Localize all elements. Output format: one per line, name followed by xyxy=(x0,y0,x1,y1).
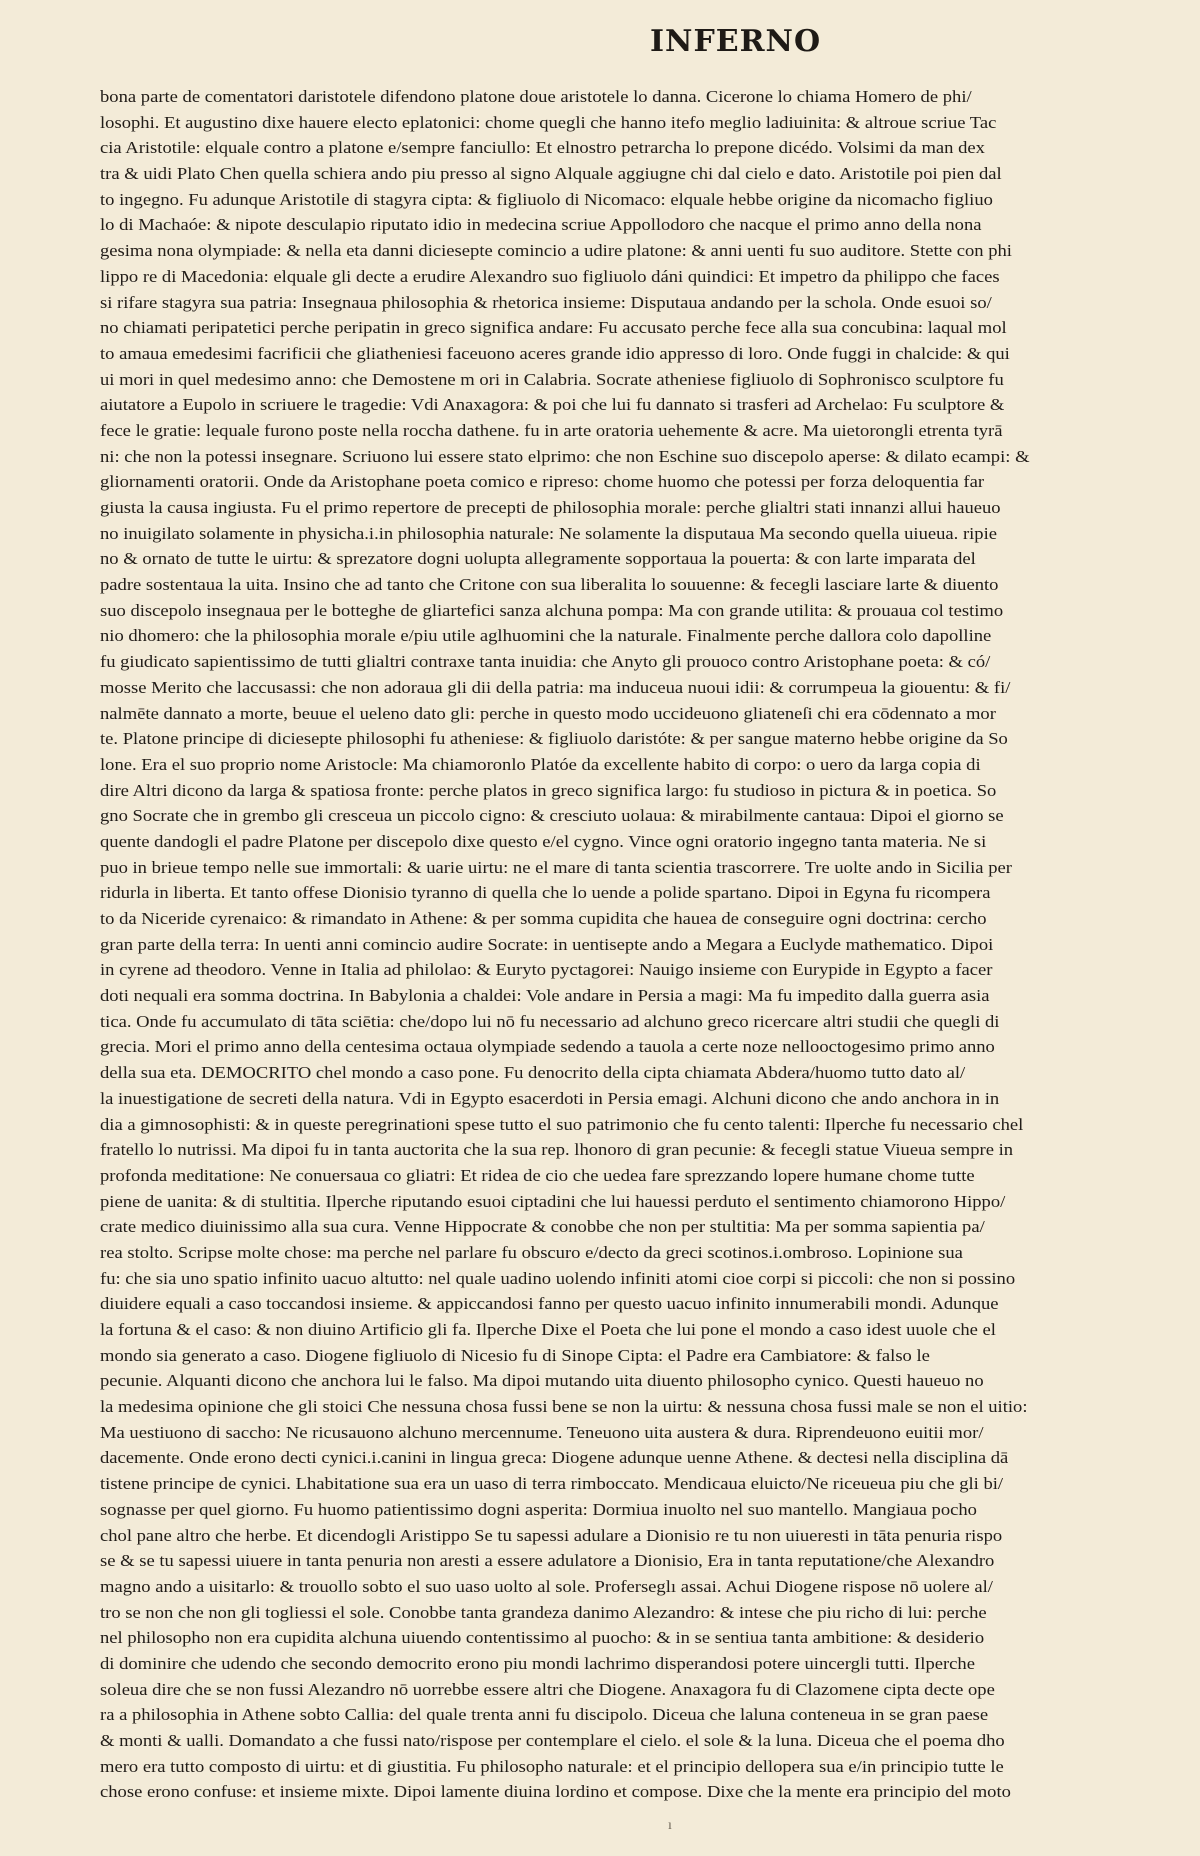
text-line: mero era tutto composto di uirtu: et di giustitia. Fu philosopho naturale: et el principio dellopera sua e/in principio tutte le xyxy=(100,1756,1004,1776)
text-line: nalmēte dannato a morte, beuue el ueleno dato gli: perche in questo modo uccideuono gliateneſi chi era cōdennato a mor xyxy=(100,703,996,723)
text-line: fu: che sia uno spatio infinito uacuo altutto: nel quale uadino uolendo infiniti atomi cioe corpi si piccoli: che non si possino xyxy=(100,1268,1016,1288)
text-line: gesima nona olympiade: & nella eta danni diciesepte comincio a udire platone: & anni uenti fu suo auditore. Stette con phi xyxy=(100,241,1012,261)
text-line: losophi. Et augustino dixe hauere electo eplatonici: chome quegli che hanno itefo meglio ladiuinita: & altroue scriue Tac xyxy=(100,112,997,132)
text-line: della sua eta. DEMOCRITO chel mondo a caso pone. Fu denocrito della cipta chiamata Abdera/huomo tutto dato al/ xyxy=(100,1063,966,1083)
text-line: to amaua emedesimi facrificii che gliatheniesi faceuono aceres grande idio appresso di loro. Onde fuggi in chalcide: & qui xyxy=(100,343,1010,363)
text-line: soleua dire che se non fussi Alezandro nō uorrebbe essere altri che Diogene. Anaxagora fu di Clazomene cipta decte ope xyxy=(100,1679,995,1699)
text-line: cia Aristotile: elquale contro a platone e/sempre fanciullo: Et elnostro petrarcha lo prepone dicédo. Volsimi da man dex xyxy=(100,138,985,158)
text-line: crate medico diuinissimo alla sua cura. Venne Hippocrate & conobbe che non per stultitia: Ma per somma sapientia pa/ xyxy=(100,1217,985,1237)
page-mark: ı xyxy=(668,1818,672,1833)
text-line: magno ando a uisitarlo: & trouollo sobto el suo uaso uolto al sole. Proferseglı assai. Achui Diogene rispose nō uolere al/ xyxy=(100,1576,993,1596)
text-line: no inuigilato solamente in physicha.i.in philosophia naturale: Ne solamente la disputaua Ma secondo quella uiueua. ripie xyxy=(100,523,998,543)
text-line: to ingegno. Fu adunque Aristotile di stagyra cipta: & figliuolo di Nicomaco: elquale hebbe origine da nicomacho figliuo xyxy=(100,189,993,209)
text-line: fu giudicato sapientissimo de tutti glialtri contraxe tanta inuidia: che Anyto gli prouoco contro Aristophane poeta: & có/ xyxy=(100,652,991,672)
text-line: aiutatore a Eupolo in scriuere le tragedie: Vdi Anaxagora: & poi che lui fu dannato si trasferi ad Archelao: Fu sculptore & xyxy=(100,395,1005,415)
text-line: piene de uanita: & di stultitia. Ilperche riputando esuoi ciptadini che lui hauessi perduto el sentimento chiamorono Hippo/ xyxy=(100,1191,1006,1211)
text-line: la medesima opinione che gli stoici Che nessuna chosa fussi bene se non la uirtu: & nessuna chosa fussi male se non el uitio: xyxy=(100,1397,1028,1417)
text-line: la inuestigatione de secreti della natura. Vdi in Egypto esacerdoti in Persia emagi. Alchuni dicono che ando anchora in in xyxy=(100,1088,1000,1108)
text-line: fratello lo nutrissi. Ma dipoi fu in tanta auctorita che la sua rep. lhonoro di gran pecunie: & fecegli statue Viueua sempre in xyxy=(100,1140,1014,1160)
text-line: profonda meditatione: Ne conuersaua co gliatri: Et ridea de cio che uedea fare sprezzando lopere humane chome tutte xyxy=(100,1165,975,1185)
text-line: fece le gratie: lequale furono poste nella roccha dathene. fu in arte oratoria uehemente & acre. Ma uietorongli etrenta tyrā xyxy=(100,420,1003,440)
text-line: se & se tu sapessi uiuere in tanta penuria non aresti a essere adulatore a Dionisio, Era in tanta reputatione/che Alexandro xyxy=(100,1551,995,1571)
text-line: nio dhomero: che la philosophia morale e/piu utile aglhuomini che la naturale. Finalmente perche dallora colo dapolline xyxy=(100,626,992,646)
text-line: chol pane altro che herbe. Et dicendogli Aristippo Se tu sapessi adulare a Dionisio re tu non uiueresti in tāta penuria rispo xyxy=(100,1525,1003,1545)
text-line: in cyrene ad theodoro. Venne in Italia ad philolao: & Euryto pyctagorei: Nauigo insieme con Eurypide in Egypto a facer xyxy=(100,960,993,980)
text-line: no & ornato de tutte le uirtu: & sprezatore dogni uolupta allegramente sopportaua la pouerta: & con larte imparata del xyxy=(100,549,976,569)
text-line: gno Socrate che in grembo gli cresceua un piccolo cigno: & cresciuto uolaua: & mirabilmente cantaua: Dipoi el giorno se xyxy=(100,806,1004,826)
text-line: & monti & ualli. Domandato a che fussi nato/rispose per contemplare el cielo. el sole & la luna. Diceua che el poema dho xyxy=(100,1731,1005,1750)
text-line: no chiamati peripatetici perche peripatin in greco significa andare: Fu accusato perche fece alla sua concubina: laqual mol xyxy=(100,318,1007,338)
text-line: to da Niceride cyrenaico: & rimandato in Athene: & per somma cupidita che hauea de conseguire ogni doctrina: cercho xyxy=(100,909,987,928)
text-line: giusta la causa ingiusta. Fu el primo repertore de precepti de philosophia morale: perche glialtri stati innanzi allui haueuo xyxy=(100,498,1001,517)
text-line: si rifare stagyra sua patria: Insegnaua philosophia & rhetorica insieme: Disputaua andando per la schola. Onde esuoi so/ xyxy=(100,292,992,312)
text-line: dire Altri dicono da larga & spatiosa fronte: perche platos in greco significa largo: fu studioso in pictura & in poetica. So xyxy=(100,780,997,800)
text-line: chose erono confuse: et insieme mixte. Dipoi lamente diuina lordino et compose. Dixe che la mente era principio del moto xyxy=(100,1782,1011,1802)
text-line: gran parte della terra: In uenti anni comincio audire Socrate: in uentisepte ando a Megara a Euclyde mathematico. Dipoi xyxy=(100,934,994,954)
text-line: diuidere equali a caso toccandosi insieme. & appiccandosi fanno per questo uacuo infinito innumerabili mondi. Adunque xyxy=(100,1294,999,1314)
text-line: quente dandogli el padre Platone per discepolo dixe questo e/el cygno. Vince ogni oratorio ingegno tanta materia. Ne si xyxy=(100,831,987,851)
text-line: tra & uidi Plato Chen quella schiera ando piu presso al signo Alquale aggiugne chi dal cielo e dato. Aristotile poi pien dal xyxy=(100,164,1002,184)
text-line: ra a philosophia in Athene sobto Callia: del quale trenta anni fu discipolo. Diceua che laluna conteneua in se gran paese xyxy=(100,1705,989,1725)
text-line: di dominire che udendo che secondo democrito erono piu mondi lachrimo disperandosi potere uincergli tutti. Ilperche xyxy=(100,1653,975,1673)
text-line: dacemente. Onde erono decti cynici.i.canini in lingua greca: Diogene adunque uenne Athene. & dectesi nella disciplina dā xyxy=(100,1448,1009,1468)
text-line: tica. Onde fu accumulato di tāta sciētia: che/dopo lui nō fu necessario ad alchuno greco ricercare altri studii che quegli di xyxy=(100,1011,1000,1031)
text-line: suo discepolo insegnaua per le botteghe de gliartefici sanza alchuna pompa: Ma con grande utilita: & prouaua col testimo xyxy=(100,600,1004,620)
text-line: padre sostentaua la uita. Insino che ad tanto che Critone con sua liberalita lo souuenne: & fecegli lasciare larte & diuento xyxy=(100,575,999,595)
text-line: te. Platone principe di diciesepte philosophi fu atheniese: & figliuolo daristóte: & per sangue materno hebbe origine da So xyxy=(100,729,1008,749)
text-line: la fortuna & el caso: & non diuino Artificio gli fa. Ilperche Dixe el Poeta che lui pone el mondo a caso idest uuole che el xyxy=(100,1320,996,1339)
text-line: ni: che non la potessi insegnare. Scriuono lui essere stato elprimo: che non Eschine suo discepolo aperse: & dilato ecampi: & xyxy=(100,446,1030,466)
text-line: ridurla in liberta. Et tanto offese Dionisio tyranno di quella che lo uende a polide spartano. Dipoi in Egyna fu ricompera xyxy=(100,883,991,903)
text-line: doti nequali era somma doctrina. In Babylonia a chaldei: Vole andare in Persia a magi: Ma fu impedito dalla guerra asia xyxy=(100,986,990,1006)
text-line: mondo sia generato a caso. Diogene figliuolo di Nicesio fu di Sinope Cipta: el Padre era Cambiatore: & falso le xyxy=(100,1345,930,1365)
text-line: tro se non che non gli togliessi el sole. Conobbe tanta grandeza danimo Alezandro: & intese che piu richo di lui: perche xyxy=(100,1602,987,1622)
text-line: tistene principe de cynici. Lhabitatione sua era un uaso di terra rimboccato. Mendicaua eluicto/Ne riceueua piu che gli bi/ xyxy=(100,1474,1004,1494)
text-line: sognasse per quel giorno. Fu huomo patientissimo dogni asperita: Dormiua inuolto nel suo mantello. Mangiaua pocho xyxy=(100,1499,977,1519)
text-line: grecia. Mori el primo anno della centesima octaua olympiade sedendo a tauola a certe noze nellooctogesimo primo anno xyxy=(100,1037,995,1057)
text-line: lone. Era el suo proprio nome Aristocle: Ma chiamoronlo Platóe da excellente habito di corpo: o uero da larga copia di xyxy=(100,754,981,774)
text-line: puo in brieue tempo nelle sue immortali: & uarie uirtu: ne el mare di tanta scientia trascorrere. Tre uolte ando in Sicilia per xyxy=(100,857,1012,877)
text-line: nel philosopho non era cupidita alchuna uiuendo contentissimo al puocho: & in se sentiua tanta ambitione: & desiderio xyxy=(100,1628,985,1648)
text-line: lippo re di Macedonia: elquale gli decte a erudire Alexandro suo figliuolo dáni quindici: Et impetro da philippo che faces xyxy=(100,266,1000,286)
text-line: rea stolto. Scripse molte chose: ma perche nel parlare fu obscuro e/decto da greci scotinos.i.ombroso. Lopinione sua xyxy=(100,1242,963,1262)
text-line: Ma uestiuono di saccho: Ne ricusauono alchuno mercennume. Teneuono uita austera & dura. Riprendeuono euitii mor/ xyxy=(100,1422,984,1442)
text-line: dia a gimnosophisti: & in queste peregrinationi spese tutto el suo patrimonio che fu cento talenti: Ilperche fu necessario chel xyxy=(100,1114,1024,1134)
text-line: mosse Merito che laccusassi: che non adoraua gli dii della patria: ma induceua nuoui idii: & corrumpeua la giouentu: & fi/ xyxy=(100,677,1011,697)
text-line: pecunie. Alquanti dicono che anchora lui le falso. Ma dipoi mutando uita diuento philosopho cynico. Questi haueuo no xyxy=(100,1371,984,1391)
text-line: gliornamenti oratorii. Onde da Aristophane poeta comico e ripreso: chome huomo che potessi per forza deloquentia far xyxy=(100,472,985,492)
text-line: lo di Machaóe: & nipote desculapio riputato idio in medecina scriue Appollodoro che nacque el primo anno della nona xyxy=(100,215,982,235)
commentary-text xyxy=(100,84,1146,1805)
text-line: bona parte de comentatori daristotele difendono platone doue aristotele lo danna. Cicerone lo chiama Homero de phi/ xyxy=(100,87,972,106)
text-line: ui mori in quel medesimo anno: che Demostene m ori in Calabria. Socrate atheniese figliuolo di Sophronisco sculptore fu xyxy=(100,369,1004,389)
page-title: INFERNO xyxy=(650,24,822,59)
